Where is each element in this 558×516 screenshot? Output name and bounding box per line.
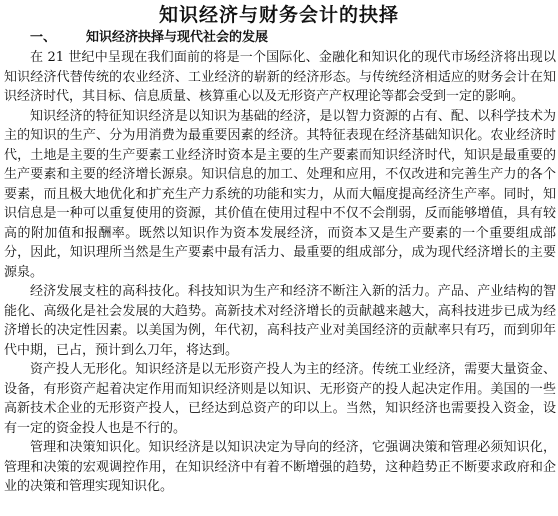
paragraph: 资产投人无形化。知识经济是以无形资产投人为主的经济。传统工业经济，需要大量资金、设备，有形资产起着决定作用而知识经济则是以知识、无形资产的投人起决定作用。美国的一些高新技术企业的无形资产投人，已经达到总资产的印以上。当然，知识经济也需要投入资金，设有一定的资金投人也是不行的。 [4, 362, 556, 436]
paragraph: 知识经济的特征知识经济是以知识为基础的经济，是以智力资源的占有、配、以科学技术为主的知识的生产、分为用消费为最重要因素的经济。其特征表现在经济基础知识化。农业经济时代，土地是主要的生产要素工业经济时资本是主要的生产要素而知识经济时代，知识是最重要的生产要素和主要的经济增长源泉。知识信息的加工、处理和应用，不仅改进和完善生产力的各个要素，而且极大地优化和扩充生产力系统的功能和实力，从而大幅度提高经济生产率。同时，知识信息是一种可以重复使用的资源，其价值在使用过程中不仅不会削弱，反而能够增值，具有较高的附加值和报酬率。既然以知识作为资本发展经济，而资本又是生产要素的一个重要组成部分，因此，知识理所当然是生产要素中最有活力、最重要的组成部分，成为现代经济增长的主要源泉。 [4, 108, 556, 280]
paragraph: 管理和决策知识化。知识经济是以知识决定为导向的经济，它强调决策和管理必须知识化，管理和决策的宏观调控作用，在知识经济中有着不断增强的趋势，这种趋势正不断要求政府和企业的决策和管理实现知识化。 [4, 440, 556, 494]
paragraph: 在 21 世纪中呈现在我们面前的将是一个国际化、金融化和知识化的现代市场经济将出现以知识经济代替传统的农业经济、工业经济的崭新的经济形态。与传统经济相适应的财务会计在知识经济时代，其目标、信息质量、核算重心以及无形资产产权理论等都会受到一定的影响。 [4, 50, 556, 104]
document-title: 知识经济与财务会计的抉择 [158, 4, 399, 26]
paragraph: 经济发展支柱的高科技化。科技知识为生产和经济不断注入新的活力。产品、产业结构的智能化、高级化是社会发展的大趋势。高新技术对经济增长的贡献越来越大，高科技进步已成为经济增长的决定性因素。以美国为例，年代初，高科技产业对美国经济的贡献率只有巧，而到卯年代中期，已占，预计到么刀年，将达到。 [4, 284, 556, 358]
section-heading-text: 知识经济抉择与现代社会的发展 [86, 30, 269, 45]
section-number: 一、 [30, 30, 57, 45]
section-heading [0, 28, 558, 48]
